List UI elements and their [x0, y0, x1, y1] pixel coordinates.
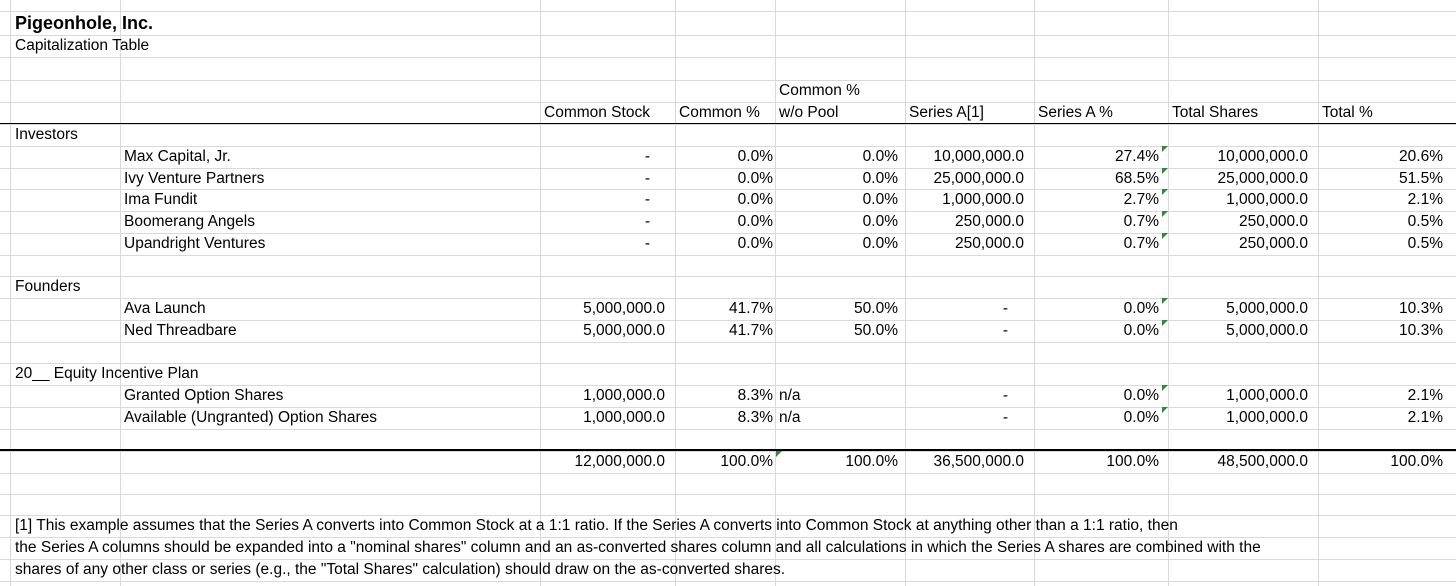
- header-common-pct-wo-pool-line2[interactable]: w/o Pool: [779, 104, 839, 121]
- cell-common-pct[interactable]: 0.0%: [737, 213, 773, 230]
- cell-common-pct[interactable]: 0.0%: [737, 170, 773, 187]
- cell-series-a-pct[interactable]: 0.7%: [1123, 235, 1159, 252]
- footnote-line-1: [1] This example assumes that the Series A converts into Common Stock at a 1:1 ratio. If the Series A converts into Common Stock at anything other than a 1:1 ratio, then: [15, 517, 1178, 534]
- row-name[interactable]: Boomerang Angels: [124, 213, 255, 230]
- error-indicator-icon[interactable]: [1162, 407, 1168, 413]
- row-name[interactable]: Upandright Ventures: [124, 235, 266, 252]
- sheet-subtitle: Capitalization Table: [15, 37, 150, 54]
- cell-total-pct[interactable]: 0.5%: [1407, 235, 1443, 252]
- cell-common-pct-wo-pool[interactable]: 0.0%: [862, 191, 898, 208]
- cell-series-a[interactable]: -: [1002, 387, 1008, 404]
- total-common-pct-wo-pool[interactable]: 100.0%: [845, 453, 898, 470]
- error-indicator-icon[interactable]: [1162, 385, 1168, 391]
- header-total-pct[interactable]: Total %: [1322, 104, 1373, 121]
- cell-common-pct[interactable]: 0.0%: [737, 148, 773, 165]
- cell-series-a-pct[interactable]: 68.5%: [1115, 170, 1159, 187]
- cell-series-a-pct[interactable]: 2.7%: [1123, 191, 1159, 208]
- total-total-shares[interactable]: 48,500,000.0: [1217, 453, 1308, 470]
- cell-common-pct[interactable]: 41.7%: [729, 300, 773, 317]
- group-label-equity-incentive-plan[interactable]: 20__ Equity Incentive Plan: [15, 365, 199, 382]
- cell-total-pct[interactable]: 0.5%: [1407, 213, 1443, 230]
- cell-common-pct-wo-pool[interactable]: 50.0%: [854, 300, 898, 317]
- cell-common-pct-wo-pool[interactable]: 0.0%: [862, 148, 898, 165]
- cell-total-shares[interactable]: 5,000,000.0: [1226, 322, 1308, 339]
- cell-common-stock[interactable]: 1,000,000.0: [583, 387, 665, 404]
- cell-series-a-pct[interactable]: 0.0%: [1123, 409, 1159, 426]
- row-name[interactable]: Ned Threadbare: [124, 322, 237, 339]
- cell-total-pct[interactable]: 20.6%: [1399, 148, 1443, 165]
- header-series-a[interactable]: Series A[1]: [909, 104, 984, 121]
- cell-series-a-pct[interactable]: 0.0%: [1123, 387, 1159, 404]
- cell-common-stock[interactable]: -: [644, 191, 650, 208]
- cell-series-a[interactable]: 25,000,000.0: [933, 170, 1024, 187]
- error-indicator-icon[interactable]: [776, 451, 782, 457]
- header-total-shares[interactable]: Total Shares: [1172, 104, 1259, 121]
- error-indicator-icon[interactable]: [1162, 211, 1168, 217]
- cell-common-pct-wo-pool[interactable]: 0.0%: [862, 235, 898, 252]
- cell-common-pct[interactable]: 8.3%: [737, 387, 773, 404]
- cell-total-shares[interactable]: 25,000,000.0: [1217, 170, 1308, 187]
- row-name[interactable]: Available (Ungranted) Option Shares: [124, 409, 378, 426]
- cell-total-shares[interactable]: 1,000,000.0: [1226, 409, 1308, 426]
- group-label-investors[interactable]: Investors: [15, 126, 78, 143]
- cell-series-a[interactable]: 1,000,000.0: [942, 191, 1024, 208]
- cell-series-a[interactable]: 10,000,000.0: [933, 148, 1024, 165]
- cell-total-shares[interactable]: 1,000,000.0: [1226, 191, 1308, 208]
- header-series-a-pct[interactable]: Series A %: [1038, 104, 1113, 121]
- cell-common-stock[interactable]: -: [644, 213, 650, 230]
- cell-total-shares[interactable]: 250,000.0: [1239, 235, 1308, 252]
- cell-common-pct-wo-pool[interactable]: 0.0%: [862, 170, 898, 187]
- total-common-stock[interactable]: 12,000,000.0: [574, 453, 665, 470]
- cell-total-shares[interactable]: 250,000.0: [1239, 213, 1308, 230]
- cell-common-pct-wo-pool[interactable]: 0.0%: [862, 213, 898, 230]
- cell-total-pct[interactable]: 10.3%: [1399, 322, 1443, 339]
- cell-total-pct[interactable]: 2.1%: [1407, 191, 1443, 208]
- row-name[interactable]: Granted Option Shares: [124, 387, 284, 404]
- cell-series-a[interactable]: -: [1002, 409, 1008, 426]
- row-name[interactable]: Ava Launch: [124, 300, 206, 317]
- cell-common-stock[interactable]: -: [644, 170, 650, 187]
- header-common-stock[interactable]: Common Stock: [544, 104, 650, 121]
- cell-common-stock[interactable]: -: [644, 148, 650, 165]
- row-name[interactable]: Ivy Venture Partners: [124, 170, 265, 187]
- cell-common-stock[interactable]: 5,000,000.0: [583, 300, 665, 317]
- cell-series-a-pct[interactable]: 0.0%: [1123, 322, 1159, 339]
- footnote-line-2: the Series A columns should be expanded into a "nominal shares" column and an as-converted shares column and all calculations in which the Series A shares are combined with the: [15, 539, 1261, 556]
- cell-series-a[interactable]: 250,000.0: [955, 235, 1024, 252]
- error-indicator-icon[interactable]: [1162, 146, 1168, 152]
- cell-total-shares[interactable]: 1,000,000.0: [1226, 387, 1308, 404]
- total-total-pct[interactable]: 100.0%: [1390, 453, 1443, 470]
- error-indicator-icon[interactable]: [1162, 189, 1168, 195]
- footnote-line-3: shares of any other class or series (e.g., the "Total Shares" calculation) should draw on the as-converted shares.: [15, 561, 786, 578]
- group-label-founders[interactable]: Founders: [15, 278, 81, 295]
- cell-common-pct[interactable]: 0.0%: [737, 191, 773, 208]
- cell-total-pct[interactable]: 2.1%: [1407, 387, 1443, 404]
- cell-common-stock[interactable]: -: [644, 235, 650, 252]
- company-name: Pigeonhole, Inc.: [15, 13, 154, 33]
- cell-common-pct-wo-pool[interactable]: n/a: [779, 409, 801, 426]
- header-common-pct[interactable]: Common %: [679, 104, 760, 121]
- header-bottom-border: [0, 123, 1456, 124]
- total-series-a[interactable]: 36,500,000.0: [933, 453, 1024, 470]
- cell-total-shares[interactable]: 5,000,000.0: [1226, 300, 1308, 317]
- cell-series-a-pct[interactable]: 27.4%: [1115, 148, 1159, 165]
- cell-total-pct[interactable]: 2.1%: [1407, 409, 1443, 426]
- error-indicator-icon[interactable]: [1162, 320, 1168, 326]
- cell-common-stock[interactable]: 1,000,000.0: [583, 409, 665, 426]
- cell-common-pct[interactable]: 41.7%: [729, 322, 773, 339]
- cell-series-a-pct[interactable]: 0.7%: [1123, 213, 1159, 230]
- cell-series-a[interactable]: -: [1002, 322, 1008, 339]
- cell-series-a[interactable]: -: [1002, 300, 1008, 317]
- cell-common-pct[interactable]: 8.3%: [737, 409, 773, 426]
- cell-common-pct-wo-pool[interactable]: n/a: [779, 387, 801, 404]
- total-common-pct[interactable]: 100.0%: [720, 453, 773, 470]
- cell-series-a[interactable]: 250,000.0: [955, 213, 1024, 230]
- row-name[interactable]: Ima Fundit: [124, 191, 198, 208]
- total-series-a-pct[interactable]: 100.0%: [1106, 453, 1159, 470]
- cell-total-pct[interactable]: 10.3%: [1399, 300, 1443, 317]
- cell-series-a-pct[interactable]: 0.0%: [1123, 300, 1159, 317]
- error-indicator-icon[interactable]: [1162, 233, 1168, 239]
- cell-common-pct[interactable]: 0.0%: [737, 235, 773, 252]
- cell-common-stock[interactable]: 5,000,000.0: [583, 322, 665, 339]
- row-name[interactable]: Max Capital, Jr.: [124, 148, 231, 165]
- cell-common-pct-wo-pool[interactable]: 50.0%: [854, 322, 898, 339]
- header-common-pct-wo-pool-line1[interactable]: Common %: [779, 82, 860, 99]
- error-indicator-icon[interactable]: [1162, 298, 1168, 304]
- cell-total-pct[interactable]: 51.5%: [1399, 170, 1443, 187]
- error-indicator-icon[interactable]: [1162, 168, 1168, 174]
- cell-total-shares[interactable]: 10,000,000.0: [1217, 148, 1308, 165]
